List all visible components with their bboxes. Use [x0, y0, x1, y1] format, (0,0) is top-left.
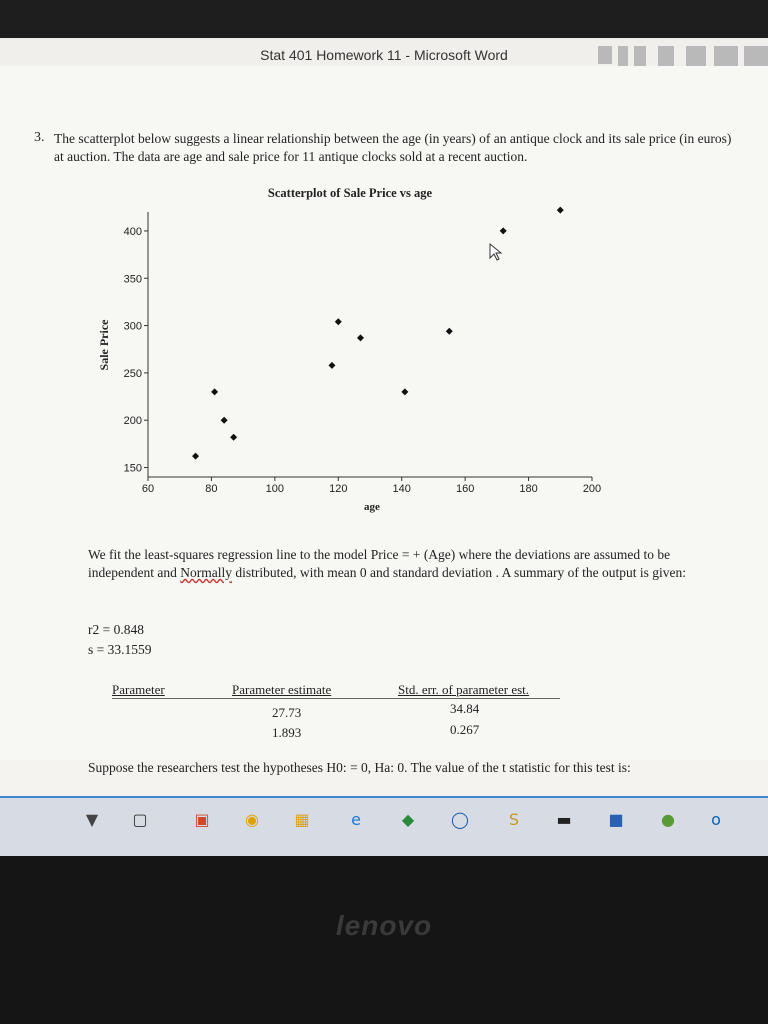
data-point [192, 453, 199, 460]
x-tick-label: 60 [141, 483, 155, 495]
chat-icon[interactable]: ■ [608, 809, 624, 829]
outlook-icon[interactable]: o [711, 809, 721, 829]
question-number: 3. [34, 130, 45, 145]
data-point [211, 388, 218, 395]
android-icon[interactable]: ● [661, 809, 675, 829]
estimate-intercept: 27.73 [272, 705, 302, 720]
taskbar [0, 798, 768, 856]
data-point [357, 334, 364, 341]
chart-title: Scatterplot of Sale Price vs age [267, 186, 433, 200]
x-tick-label: 80 [205, 483, 218, 495]
data-point [328, 362, 335, 369]
col-stderr: Std. err. of parameter est. [398, 682, 530, 697]
y-tick-label: 200 [123, 415, 142, 428]
y-tick-label: 150 [123, 462, 142, 475]
x-tick-label: 200 [582, 483, 602, 495]
window-title: Stat 401 Homework 11 - Microsoft Word [260, 47, 508, 63]
chrome-icon[interactable]: ◉ [245, 809, 259, 829]
y-tick-label: 350 [123, 273, 142, 286]
data-point [230, 434, 237, 441]
col-parameter: Parameter [112, 682, 165, 697]
app-icon[interactable]: ◆ [401, 809, 415, 829]
file-explorer-icon[interactable]: ▦ [294, 809, 310, 829]
edge-icon[interactable]: e [351, 809, 361, 829]
question-intro: The scatterplot below suggests a linear relationship between the age (in years) of an antique clock and its sale price (in euros) at auction. The data are age and sale price for 11 antique clocks sold at a recent auction. [54, 131, 732, 164]
data-point [446, 328, 453, 335]
data-point [557, 207, 564, 214]
stderr-intercept: 34.84 [450, 701, 480, 716]
microphone-icon[interactable]: ▼ [85, 809, 99, 829]
estimate-slope: 1.893 [272, 725, 302, 740]
x-tick-label: 180 [519, 483, 538, 495]
r-squared: r2 = 0.848 [88, 622, 144, 637]
x-axis-label: age [364, 501, 380, 513]
cursor-icon [490, 244, 501, 260]
y-axis-label: Sale Price [97, 319, 111, 371]
data-point [335, 318, 342, 325]
y-tick-label: 300 [123, 320, 142, 333]
x-tick-label: 140 [392, 483, 411, 495]
window-icon[interactable]: ▬ [556, 809, 572, 829]
calculator-icon[interactable]: ◯ [451, 809, 469, 829]
y-tick-label: 400 [123, 225, 142, 238]
hypothesis-question: Suppose the researchers test the hypotheses H0: = 0, Ha: 0. The value of the t statistic for this test is: [88, 760, 631, 775]
data-point [221, 417, 228, 424]
x-tick-label: 120 [329, 483, 348, 495]
y-tick-label: 250 [123, 367, 142, 380]
stderr-slope: 0.267 [450, 722, 480, 737]
col-estimate: Parameter estimate [232, 682, 332, 697]
x-tick-label: 100 [265, 483, 285, 495]
model-description: We fit the least-squares regression line to the model Price = + (Age) where the deviations are assumed to be independent and Normally distributed, with mean 0 and standard deviation . A summary of the output is given: [88, 547, 687, 580]
residual-se: s = 33.1559 [88, 642, 152, 657]
brand-logo: lenovo [335, 910, 433, 941]
table-rule [112, 698, 560, 699]
task-view-icon[interactable]: ▢ [132, 809, 148, 829]
store-icon[interactable]: ▣ [194, 809, 210, 829]
data-point [401, 388, 408, 395]
sway-icon[interactable]: S [508, 809, 520, 829]
x-tick-label: 160 [455, 483, 475, 495]
data-point [500, 227, 507, 234]
